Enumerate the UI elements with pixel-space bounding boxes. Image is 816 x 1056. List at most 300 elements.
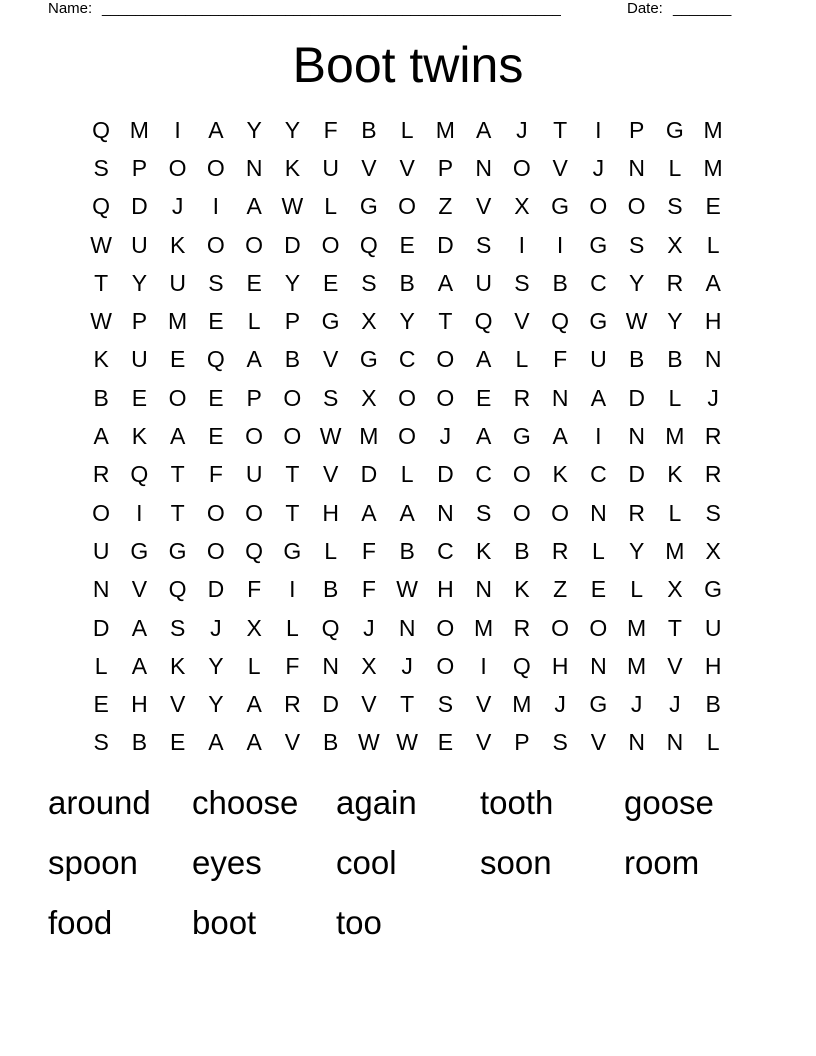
grid-cell[interactable]: W <box>90 231 112 258</box>
grid-cell[interactable]: G <box>130 537 149 564</box>
grid-cell[interactable]: P <box>284 308 301 335</box>
grid-cell[interactable]: F <box>247 576 262 603</box>
grid-cell[interactable]: U <box>704 614 722 641</box>
grid-cell[interactable]: A <box>246 193 262 220</box>
grid-cell[interactable]: W <box>396 576 418 603</box>
grid-cell[interactable]: O <box>206 537 225 564</box>
grid-cell[interactable]: V <box>169 691 186 718</box>
grid-cell[interactable]: V <box>590 729 607 756</box>
grid-cell[interactable]: A <box>361 499 377 526</box>
grid-cell[interactable]: G <box>704 576 723 603</box>
grid-cell[interactable]: C <box>590 269 607 296</box>
grid-cell[interactable]: L <box>324 537 338 564</box>
grid-cell[interactable]: B <box>322 729 339 756</box>
grid-cell[interactable]: O <box>436 614 455 641</box>
grid-cell[interactable]: V <box>284 729 301 756</box>
grid-cell[interactable]: I <box>518 231 526 258</box>
grid-cell[interactable]: R <box>628 499 645 526</box>
grid-cell[interactable]: G <box>168 537 187 564</box>
grid-cell[interactable]: N <box>666 729 684 756</box>
grid-cell[interactable]: H <box>322 499 339 526</box>
grid-cell[interactable]: E <box>93 691 109 718</box>
grid-cell[interactable]: Q <box>245 537 264 564</box>
grid-cell[interactable]: M <box>703 116 723 143</box>
grid-cell[interactable]: I <box>480 652 487 679</box>
grid-cell[interactable]: S <box>705 499 721 526</box>
grid-cell[interactable]: B <box>552 269 568 296</box>
grid-cell[interactable]: N <box>92 576 110 603</box>
grid-cell[interactable]: V <box>475 193 492 220</box>
grid-cell[interactable]: S <box>475 231 492 258</box>
grid-cell[interactable]: R <box>704 423 722 450</box>
grid-cell[interactable]: C <box>590 461 607 488</box>
grid-cell[interactable]: B <box>399 269 415 296</box>
grid-cell[interactable]: O <box>168 154 187 181</box>
grid-cell[interactable]: L <box>668 384 682 411</box>
grid-cell[interactable]: I <box>174 116 181 143</box>
grid-cell[interactable]: E <box>399 231 415 258</box>
grid-cell[interactable]: R <box>92 461 110 488</box>
grid-cell[interactable]: L <box>630 576 644 603</box>
grid-cell[interactable]: X <box>246 614 262 641</box>
grid-cell[interactable]: M <box>474 614 494 641</box>
grid-cell[interactable]: O <box>436 346 455 373</box>
grid-cell[interactable]: M <box>129 116 149 143</box>
grid-cell[interactable]: A <box>246 729 262 756</box>
grid-cell[interactable]: N <box>628 154 645 181</box>
grid-cell[interactable]: O <box>283 423 302 450</box>
grid-cell[interactable]: A <box>475 346 492 373</box>
grid-cell[interactable]: V <box>552 154 568 181</box>
grid-cell[interactable]: J <box>401 652 413 679</box>
grid-cell[interactable]: D <box>360 461 378 488</box>
grid-cell[interactable]: V <box>322 346 339 373</box>
grid-cell[interactable]: J <box>171 193 184 220</box>
grid-cell[interactable]: M <box>665 537 685 564</box>
grid-cell[interactable]: G <box>283 537 302 564</box>
grid-cell[interactable]: D <box>131 193 148 220</box>
grid-cell[interactable]: G <box>359 193 378 220</box>
grid-cell[interactable]: X <box>361 308 377 335</box>
grid-cell[interactable]: L <box>515 346 529 373</box>
grid-cell[interactable]: M <box>703 154 723 181</box>
grid-cell[interactable]: F <box>553 346 568 373</box>
grid-cell[interactable]: L <box>591 537 605 564</box>
grid-cell[interactable]: Q <box>206 346 225 373</box>
grid-cell[interactable]: G <box>321 308 340 335</box>
grid-cell[interactable]: L <box>400 461 414 488</box>
grid-cell[interactable]: A <box>590 384 607 411</box>
grid-cell[interactable]: A <box>169 423 186 450</box>
grid-cell[interactable]: P <box>628 116 645 143</box>
grid-cell[interactable]: S <box>361 269 377 296</box>
grid-cell[interactable]: P <box>131 308 148 335</box>
grid-cell[interactable]: S <box>437 691 454 718</box>
grid-cell[interactable]: N <box>398 614 416 641</box>
grid-cell[interactable]: K <box>667 461 683 488</box>
grid-cell[interactable]: B <box>705 691 721 718</box>
letter-grid <box>82 111 732 762</box>
grid-cell[interactable]: N <box>628 729 645 756</box>
grid-cell[interactable]: K <box>93 346 109 373</box>
grid-cell[interactable]: S <box>628 231 645 258</box>
grid-cell[interactable]: O <box>245 499 264 526</box>
grid-cell[interactable]: L <box>668 154 682 181</box>
grid-cell[interactable]: E <box>437 729 454 756</box>
grid-cell[interactable]: E <box>208 423 224 450</box>
grid-cell[interactable]: F <box>208 461 223 488</box>
grid-cell[interactable]: Z <box>438 193 453 220</box>
grid-cell[interactable]: J <box>707 384 719 411</box>
grid-cell[interactable]: O <box>512 461 531 488</box>
name-field[interactable]: _______________________________________________________ <box>102 0 561 17</box>
grid-cell[interactable]: J <box>363 614 375 641</box>
grid-cell[interactable]: E <box>169 346 186 373</box>
grid-cell[interactable]: Q <box>359 231 378 258</box>
grid-cell[interactable]: T <box>667 614 682 641</box>
grid-cell[interactable]: Y <box>628 537 645 564</box>
grid-cell[interactable]: N <box>245 154 263 181</box>
grid-cell[interactable]: P <box>131 154 148 181</box>
grid-cell[interactable]: R <box>666 269 684 296</box>
grid-cell[interactable]: B <box>399 537 415 564</box>
grid-cell[interactable]: X <box>361 384 377 411</box>
grid-cell[interactable]: V <box>514 308 530 335</box>
grid-cell[interactable]: O <box>436 384 455 411</box>
grid-cell[interactable]: U <box>169 269 186 296</box>
grid-cell[interactable]: O <box>551 499 570 526</box>
grid-cell[interactable]: U <box>590 346 607 373</box>
grid-cell[interactable]: O <box>245 423 264 450</box>
grid-cell[interactable]: J <box>439 423 452 450</box>
word-list-item: eyes <box>192 844 262 881</box>
grid-cell[interactable]: D <box>628 384 645 411</box>
grid-cell[interactable]: K <box>169 652 186 679</box>
grid-cell[interactable]: A <box>437 269 454 296</box>
grid-cell[interactable]: A <box>131 614 148 641</box>
grid-cell[interactable]: N <box>551 384 569 411</box>
grid-cell[interactable]: A <box>131 652 148 679</box>
grid-cell[interactable]: E <box>590 576 607 603</box>
grid-cell[interactable]: K <box>131 423 148 450</box>
grid-cell[interactable]: Q <box>474 308 493 335</box>
grid-cell[interactable]: B <box>322 576 339 603</box>
grid-cell[interactable]: S <box>552 729 568 756</box>
grid-cell[interactable]: O <box>283 384 302 411</box>
grid-cell[interactable]: J <box>592 154 605 181</box>
grid-cell[interactable]: S <box>169 614 186 641</box>
grid-cell[interactable]: Q <box>92 116 111 143</box>
grid-cell[interactable]: O <box>321 231 340 258</box>
grid-cell[interactable]: B <box>514 537 530 564</box>
grid-cell[interactable]: O <box>512 154 531 181</box>
grid-cell[interactable]: V <box>399 154 415 181</box>
grid-cell[interactable]: E <box>208 384 224 411</box>
grid-cell[interactable]: Y <box>208 691 224 718</box>
grid-cell[interactable]: O <box>245 231 264 258</box>
grid-cell[interactable]: L <box>247 652 261 679</box>
grid-cell[interactable]: D <box>92 614 110 641</box>
grid-cell[interactable]: J <box>210 614 222 641</box>
grid-cell[interactable]: T <box>438 308 453 335</box>
grid-cell[interactable]: B <box>284 346 301 373</box>
grid-cell[interactable]: N <box>590 652 607 679</box>
grid-cell[interactable]: G <box>359 346 378 373</box>
grid-cell[interactable]: U <box>322 154 339 181</box>
grid-cell[interactable]: S <box>322 384 339 411</box>
grid-cell[interactable]: W <box>396 729 418 756</box>
grid-cell[interactable]: S <box>93 729 109 756</box>
grid-cell[interactable]: E <box>705 193 721 220</box>
grid-cell[interactable]: O <box>168 384 187 411</box>
grid-cell[interactable]: H <box>704 652 722 679</box>
name-label: Name: <box>48 0 93 17</box>
grid-cell[interactable]: G <box>589 691 608 718</box>
grid-cell[interactable]: L <box>706 729 720 756</box>
grid-cell[interactable]: W <box>281 193 304 220</box>
grid-cell[interactable]: S <box>208 269 224 296</box>
grid-cell[interactable]: T <box>553 116 568 143</box>
grid-cell[interactable]: F <box>323 116 338 143</box>
grid-cell[interactable]: G <box>665 116 684 143</box>
grid-cell[interactable]: K <box>169 231 186 258</box>
grid-cell[interactable]: U <box>131 346 148 373</box>
grid-cell[interactable]: N <box>437 499 454 526</box>
grid-cell[interactable]: S <box>667 193 683 220</box>
grid-cell[interactable]: D <box>284 231 301 258</box>
grid-cell[interactable]: A <box>246 691 262 718</box>
grid-cell[interactable]: T <box>94 269 109 296</box>
grid-cell[interactable]: R <box>513 614 531 641</box>
grid-cell[interactable]: D <box>437 231 454 258</box>
grid-cell[interactable]: F <box>361 537 376 564</box>
page-title: Boot twins <box>292 37 524 93</box>
grid-cell[interactable]: M <box>168 308 188 335</box>
grid-cell[interactable]: L <box>247 308 261 335</box>
grid-cell[interactable]: W <box>625 308 648 335</box>
word-list-item: food <box>48 904 113 941</box>
grid-cell[interactable]: P <box>514 729 530 756</box>
grid-cell[interactable]: H <box>551 652 569 679</box>
grid-cell[interactable]: E <box>131 384 148 411</box>
grid-cell[interactable]: C <box>437 537 454 564</box>
grid-cell[interactable]: X <box>361 652 377 679</box>
grid-cell[interactable]: H <box>704 308 722 335</box>
grid-cell[interactable]: O <box>589 614 608 641</box>
grid-cell[interactable]: X <box>514 193 530 220</box>
grid-cell[interactable]: I <box>289 576 296 603</box>
grid-cell[interactable]: V <box>475 691 492 718</box>
grid-cell[interactable]: O <box>589 193 608 220</box>
grid-cell[interactable]: R <box>284 691 301 718</box>
grid-cell[interactable]: Y <box>399 308 415 335</box>
grid-cell[interactable]: A <box>475 423 492 450</box>
grid-cell[interactable]: F <box>285 652 300 679</box>
grid-cell[interactable]: Y <box>246 116 262 143</box>
word-list-item: again <box>336 784 417 821</box>
grid-cell[interactable]: A <box>246 346 262 373</box>
grid-cell[interactable]: O <box>398 193 417 220</box>
grid-cell[interactable]: Q <box>92 193 111 220</box>
grid-cell[interactable]: E <box>322 269 339 296</box>
grid-cell[interactable]: D <box>437 461 454 488</box>
grid-cell[interactable]: E <box>246 269 262 296</box>
grid-cell[interactable]: C <box>398 346 416 373</box>
grid-cell[interactable]: V <box>131 576 148 603</box>
word-list-item: around <box>48 784 151 821</box>
grid-cell[interactable]: S <box>514 269 530 296</box>
grid-cell[interactable]: V <box>361 691 377 718</box>
grid-cell[interactable]: N <box>475 154 492 181</box>
grid-cell[interactable]: W <box>358 729 380 756</box>
grid-cell[interactable]: Y <box>284 269 301 296</box>
grid-cell[interactable]: U <box>245 461 263 488</box>
grid-cell[interactable]: L <box>668 499 682 526</box>
grid-cell[interactable]: J <box>630 691 643 718</box>
grid-cell[interactable]: O <box>206 154 225 181</box>
grid-cell[interactable]: I <box>556 231 564 258</box>
grid-cell[interactable]: L <box>324 193 338 220</box>
grid-cell[interactable]: V <box>475 729 492 756</box>
grid-cell[interactable]: M <box>359 423 379 450</box>
grid-cell[interactable]: A <box>208 116 224 143</box>
grid-cell[interactable]: R <box>551 537 569 564</box>
grid-cell[interactable]: L <box>285 614 299 641</box>
grid-cell[interactable]: U <box>131 231 148 258</box>
grid-cell[interactable]: B <box>628 346 645 373</box>
grid-cell[interactable]: Y <box>284 116 301 143</box>
grid-cell[interactable]: G <box>589 308 608 335</box>
grid-cell[interactable]: H <box>437 576 454 603</box>
grid-cell[interactable]: Q <box>130 461 149 488</box>
grid-cell[interactable]: J <box>554 691 566 718</box>
grid-cell[interactable]: K <box>552 461 568 488</box>
grid-cell[interactable]: O <box>206 499 225 526</box>
grid-cell[interactable]: A <box>552 423 568 450</box>
grid-cell[interactable]: N <box>322 652 339 679</box>
grid-cell[interactable]: B <box>131 729 148 756</box>
word-list-item: goose <box>624 784 714 821</box>
grid-cell[interactable]: G <box>589 231 608 258</box>
grid-cell[interactable]: L <box>94 652 108 679</box>
grid-cell[interactable]: U <box>475 269 492 296</box>
grid-cell[interactable]: J <box>516 116 528 143</box>
grid-cell[interactable]: N <box>704 346 722 373</box>
grid-cell[interactable]: T <box>285 499 300 526</box>
grid-cell[interactable]: T <box>285 461 300 488</box>
grid-cell[interactable]: N <box>628 423 645 450</box>
grid-cell[interactable]: Y <box>131 269 148 296</box>
grid-cell[interactable]: I <box>595 116 602 143</box>
grid-cell[interactable]: B <box>361 116 377 143</box>
grid-cell[interactable]: M <box>512 691 532 718</box>
grid-cell[interactable]: A <box>475 116 492 143</box>
grid-cell[interactable]: B <box>93 384 109 411</box>
grid-cell[interactable]: O <box>512 499 531 526</box>
grid-cell[interactable]: O <box>436 652 455 679</box>
grid-cell[interactable]: Q <box>512 652 531 679</box>
word-list-item: too <box>336 904 382 941</box>
grid-cell[interactable]: O <box>398 423 417 450</box>
grid-cell[interactable]: O <box>627 193 646 220</box>
grid-cell[interactable]: R <box>704 461 722 488</box>
grid-cell[interactable]: G <box>551 193 570 220</box>
grid-cell[interactable]: L <box>706 231 720 258</box>
grid-cell[interactable]: A <box>399 499 415 526</box>
grid-cell[interactable]: V <box>361 154 377 181</box>
grid-cell[interactable]: A <box>208 729 224 756</box>
grid-cell[interactable]: T <box>170 499 185 526</box>
grid-cell[interactable]: Q <box>168 576 187 603</box>
grid-cell[interactable]: D <box>628 461 645 488</box>
grid-cell[interactable]: G <box>512 423 531 450</box>
grid-cell[interactable]: O <box>206 231 225 258</box>
grid-cell[interactable]: O <box>551 614 570 641</box>
grid-cell[interactable]: T <box>400 691 415 718</box>
grid-cell[interactable]: K <box>284 154 301 181</box>
grid-cell[interactable]: V <box>667 652 683 679</box>
grid-cell[interactable]: S <box>93 154 109 181</box>
grid-cell[interactable]: A <box>705 269 721 296</box>
grid-cell[interactable]: S <box>475 499 492 526</box>
grid-cell[interactable]: W <box>90 308 112 335</box>
grid-cell[interactable]: N <box>590 499 607 526</box>
grid-cell[interactable]: A <box>93 423 109 450</box>
grid-cell[interactable]: C <box>475 461 492 488</box>
grid-cell[interactable]: M <box>627 614 647 641</box>
grid-cell[interactable]: X <box>705 537 721 564</box>
grid-cell[interactable]: E <box>169 729 186 756</box>
grid-cell[interactable]: O <box>398 384 417 411</box>
grid-cell[interactable]: H <box>131 691 148 718</box>
grid-cell[interactable]: I <box>595 423 602 450</box>
grid-cell[interactable]: L <box>400 116 414 143</box>
grid-cell[interactable]: W <box>319 423 342 450</box>
grid-cell[interactable]: E <box>475 384 492 411</box>
grid-cell[interactable]: P <box>437 154 454 181</box>
grid-cell[interactable]: N <box>475 576 492 603</box>
grid-cell[interactable]: I <box>136 499 143 526</box>
grid-cell[interactable]: X <box>667 231 683 258</box>
grid-cell[interactable]: R <box>513 384 531 411</box>
grid-cell[interactable]: F <box>361 576 376 603</box>
grid-cell[interactable]: D <box>207 576 225 603</box>
grid-cell[interactable]: M <box>435 116 455 143</box>
date-field[interactable]: _______ <box>673 0 732 17</box>
grid-cell[interactable]: Z <box>553 576 568 603</box>
grid-cell[interactable]: B <box>667 346 683 373</box>
grid-cell[interactable]: P <box>246 384 262 411</box>
grid-cell[interactable]: K <box>475 537 492 564</box>
grid-cell[interactable]: E <box>208 308 224 335</box>
grid-cell[interactable]: O <box>92 499 111 526</box>
grid-cell[interactable]: Q <box>321 614 340 641</box>
grid-cell[interactable]: K <box>514 576 530 603</box>
grid-cell[interactable]: X <box>667 576 683 603</box>
grid-cell[interactable]: V <box>322 461 339 488</box>
grid-cell[interactable]: M <box>627 652 647 679</box>
grid-cell[interactable]: Y <box>628 269 645 296</box>
grid-cell[interactable]: U <box>92 537 110 564</box>
grid-cell[interactable]: Q <box>551 308 570 335</box>
grid-cell[interactable]: M <box>665 423 685 450</box>
grid-cell[interactable]: J <box>669 691 681 718</box>
grid-cell[interactable]: Y <box>667 308 683 335</box>
grid-cell[interactable]: D <box>322 691 339 718</box>
grid-cell[interactable]: Y <box>208 652 224 679</box>
grid-cell[interactable]: T <box>170 461 185 488</box>
grid-cell[interactable]: I <box>212 193 220 220</box>
